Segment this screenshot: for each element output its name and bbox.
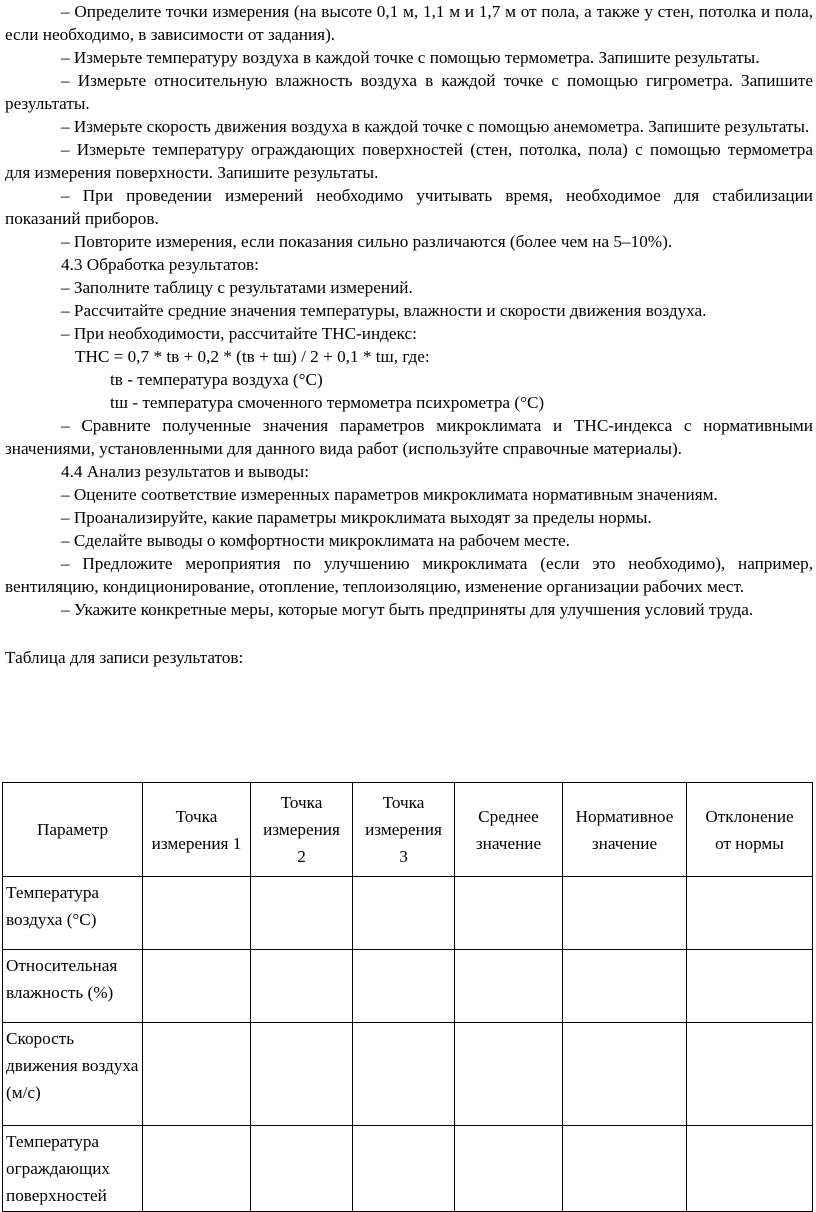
table-cell[interactable]	[251, 1126, 353, 1212]
section-heading: 4.3 Обработка результатов:	[61, 255, 259, 274]
table-cell[interactable]	[353, 877, 455, 950]
results-table	[2, 782, 813, 1212]
paragraph: – Сравните полученные значения параметров микроклимата и ТНС-индекса с нормативными значениями, установленными для данного вида работ (используйте справочные материалы).	[5, 416, 813, 458]
header-point-2: Точка измерения 2	[251, 783, 353, 877]
row-label: Температура ограждающих поверхностей	[3, 1126, 143, 1212]
paragraph: – Определите точки измерения (на высоте 0,1 м, 1,1 м и 1,7 м от пола, а также у стен, потолка и пола, если необходимо, в зависимости от задания).	[5, 2, 813, 44]
paragraph: – Измерьте относительную влажность воздуха в каждой точке с помощью гигрометра. Запишите результаты.	[5, 71, 813, 113]
table-cell[interactable]	[353, 1023, 455, 1126]
table-cell[interactable]	[143, 1126, 251, 1212]
table-cell[interactable]	[563, 950, 687, 1023]
header-deviation: Отклонение от нормы	[687, 783, 813, 877]
table-caption: Таблица для записи результатов:	[5, 648, 244, 667]
table-cell[interactable]	[687, 950, 813, 1023]
row-label: Относительная влажность (%)	[3, 950, 143, 1023]
table-cell[interactable]	[251, 950, 353, 1023]
table-cell[interactable]	[143, 950, 251, 1023]
table-cell[interactable]	[251, 877, 353, 950]
header-parameter: Параметр	[3, 783, 143, 877]
table-cell[interactable]	[251, 1023, 353, 1126]
table-cell[interactable]	[143, 877, 251, 950]
paragraph: – Измерьте температуру ограждающих поверхностей (стен, потолка, пола) с помощью термометра для измерения поверхности. Запишите результаты.	[5, 140, 813, 182]
table-cell[interactable]	[687, 877, 813, 950]
table-header-row	[3, 783, 813, 877]
paragraph: – При необходимости, рассчитайте ТНС-индекс:	[61, 324, 417, 343]
header-average: Среднее значение	[455, 783, 563, 877]
table-cell[interactable]	[455, 1023, 563, 1126]
table-row	[3, 1126, 813, 1212]
table-row	[3, 877, 813, 950]
paragraph: – Заполните таблицу с результатами измерений.	[61, 278, 413, 297]
paragraph: – При проведении измерений необходимо учитывать время, необходимое для стабилизации показаний приборов.	[5, 186, 813, 228]
table-cell[interactable]	[353, 1126, 455, 1212]
paragraph: – Предложите мероприятия по улучшению микроклимата (если это необходимо), например, вентиляцию, кондиционирование, отопление, теплоизоляцию, изменение организации рабочих мест.	[5, 554, 813, 596]
table-cell[interactable]	[143, 1023, 251, 1126]
header-point-3: Точка измерения 3	[353, 783, 455, 877]
row-label: Температура воздуха (°С)	[3, 877, 143, 950]
table-cell[interactable]	[563, 877, 687, 950]
table-cell[interactable]	[455, 950, 563, 1023]
paragraph: – Измерьте температуру воздуха в каждой точке с помощью термометра. Запишите результаты.	[61, 48, 760, 67]
table-row	[3, 1023, 813, 1126]
table-cell[interactable]	[563, 1126, 687, 1212]
section-heading: 4.4 Анализ результатов и выводы:	[61, 462, 310, 481]
table-cell[interactable]	[687, 1023, 813, 1126]
table-cell[interactable]	[353, 950, 455, 1023]
table-row	[3, 950, 813, 1023]
formula-definition: tв - температура воздуха (°С)	[110, 370, 323, 389]
formula-definition: tш - температура смоченного термометра психрометра (°С)	[110, 393, 545, 412]
header-point-1: Точка измерения 1	[143, 783, 251, 877]
paragraph: – Измерьте скорость движения воздуха в каждой точке с помощью анемометра. Запишите результаты.	[61, 117, 810, 136]
table-cell[interactable]	[687, 1126, 813, 1212]
paragraph: – Сделайте выводы о комфортности микроклимата на рабочем месте.	[61, 531, 570, 550]
paragraph: – Повторите измерения, если показания сильно различаются (более чем на 5–10%).	[61, 232, 673, 251]
table-cell[interactable]	[455, 877, 563, 950]
document-page	[5, 0, 813, 669]
paragraph: – Проанализируйте, какие параметры микроклимата выходят за пределы нормы.	[61, 508, 652, 527]
paragraph: – Оцените соответствие измеренных параметров микроклимата нормативным значениям.	[61, 485, 718, 504]
header-norm: Нормативное значение	[563, 783, 687, 877]
table-cell[interactable]	[563, 1023, 687, 1126]
paragraph: – Рассчитайте средние значения температуры, влажности и скорости движения воздуха.	[61, 301, 707, 320]
paragraph: – Укажите конкретные меры, которые могут быть предприняты для улучшения условий труда.	[61, 600, 754, 619]
table-cell[interactable]	[455, 1126, 563, 1212]
formula: ТНС = 0,7 * tв + 0,2 * (tв + tш) / 2 + 0,1 * tш, где:	[75, 347, 430, 366]
row-label: Скорость движения воздуха (м/с)	[3, 1023, 143, 1126]
